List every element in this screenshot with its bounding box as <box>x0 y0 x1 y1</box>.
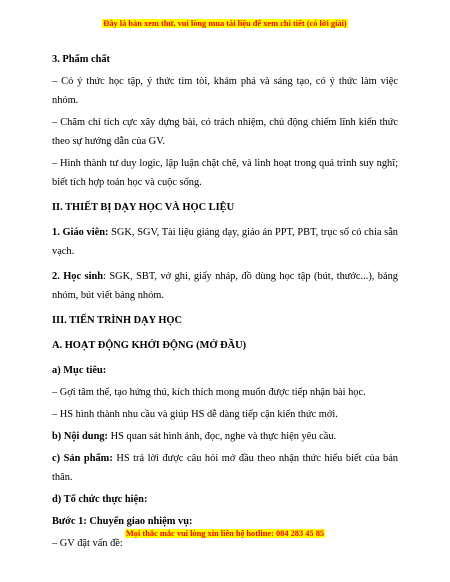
step1-heading: Bước 1: Chuyển giao nhiệm vụ: <box>52 516 193 527</box>
activity-heading: A. HOẠT ĐỘNG KHỞI ĐỘNG (MỞ ĐẦU) <box>52 340 247 351</box>
student-text: : SGK, SBT, vở ghi, giấy nháp, đồ dùng học tập (bút, thước...), bảng nhóm, bút viết bảng nhóm. <box>52 271 399 301</box>
teacher-label: 1. Giáo viên: <box>52 227 109 238</box>
goal-paragraph-2: – HS hình thành nhu cầu và giúp HS dễ dàng tiếp cận kiến thức mới. <box>52 409 338 420</box>
student-label: 2. Học sinh <box>52 271 104 282</box>
contact-hotline-banner <box>0 529 450 538</box>
product-paragraph <box>52 449 398 487</box>
teacher-paragraph <box>52 223 398 261</box>
content-label: b) Nội dung: <box>52 431 109 442</box>
qualities-paragraph-1: – Có ý thức học tập, ý thức tìm tòi, khám phá và sáng tạo, có ý thức làm việc nhóm. <box>52 76 398 106</box>
preview-notice-banner <box>0 19 450 28</box>
step1-paragraph-1: – GV đặt vấn đề: <box>52 538 123 549</box>
organize-heading: d) Tổ chức thực hiện: <box>52 494 148 505</box>
goal-heading: a) Mục tiêu: <box>52 365 107 376</box>
teacher-text: SGK, SGV, Tài liệu giảng dạy, giáo án PPT, PBT, trục số có chia sẵn vạch. <box>52 227 399 257</box>
content-paragraph <box>52 427 398 446</box>
contact-hotline-text: Mọi thắc mắc vui lòng xin liên hệ hotline: 084 283 45 85 <box>125 529 325 538</box>
qualities-paragraph-2: – Chăm chỉ tích cực xây dựng bài, có trách nhiệm, chủ động chiếm lĩnh kiến thức theo sự hướng dẫn của GV. <box>52 117 398 147</box>
qualities-paragraph-3: – Hình thành tư duy logic, lập luận chặt chẽ, và linh hoạt trong quá trình suy nghĩ; biết tích hợp toán học và cuộc sống. <box>52 158 398 188</box>
goal-paragraph-1: – Gợi tâm thế, tạo hứng thú, kích thích mong muốn được tiếp nhận bài học. <box>52 387 366 398</box>
preview-notice-text: Đây là bản xem thử, vui lòng mua tài liệu để xem chi tiết (có lời giải) <box>103 19 347 28</box>
content-text: HS quan sát hình ảnh, đọc, nghe và thực hiện yêu cầu. <box>108 431 337 442</box>
student-paragraph <box>52 267 398 305</box>
process-heading: III. TIẾN TRÌNH DẠY HỌC <box>52 315 183 326</box>
equipment-heading: II. THIẾT BỊ DẠY HỌC VÀ HỌC LIỆU <box>52 202 235 213</box>
product-label: c) Sản phẩm: <box>52 453 113 464</box>
document-body <box>52 50 398 553</box>
qualities-heading: 3. Phẩm chất <box>52 54 111 65</box>
product-text: HS trả lời được câu hỏi mở đầu theo nhận thức hiểu biết của bản thân. <box>52 453 398 483</box>
